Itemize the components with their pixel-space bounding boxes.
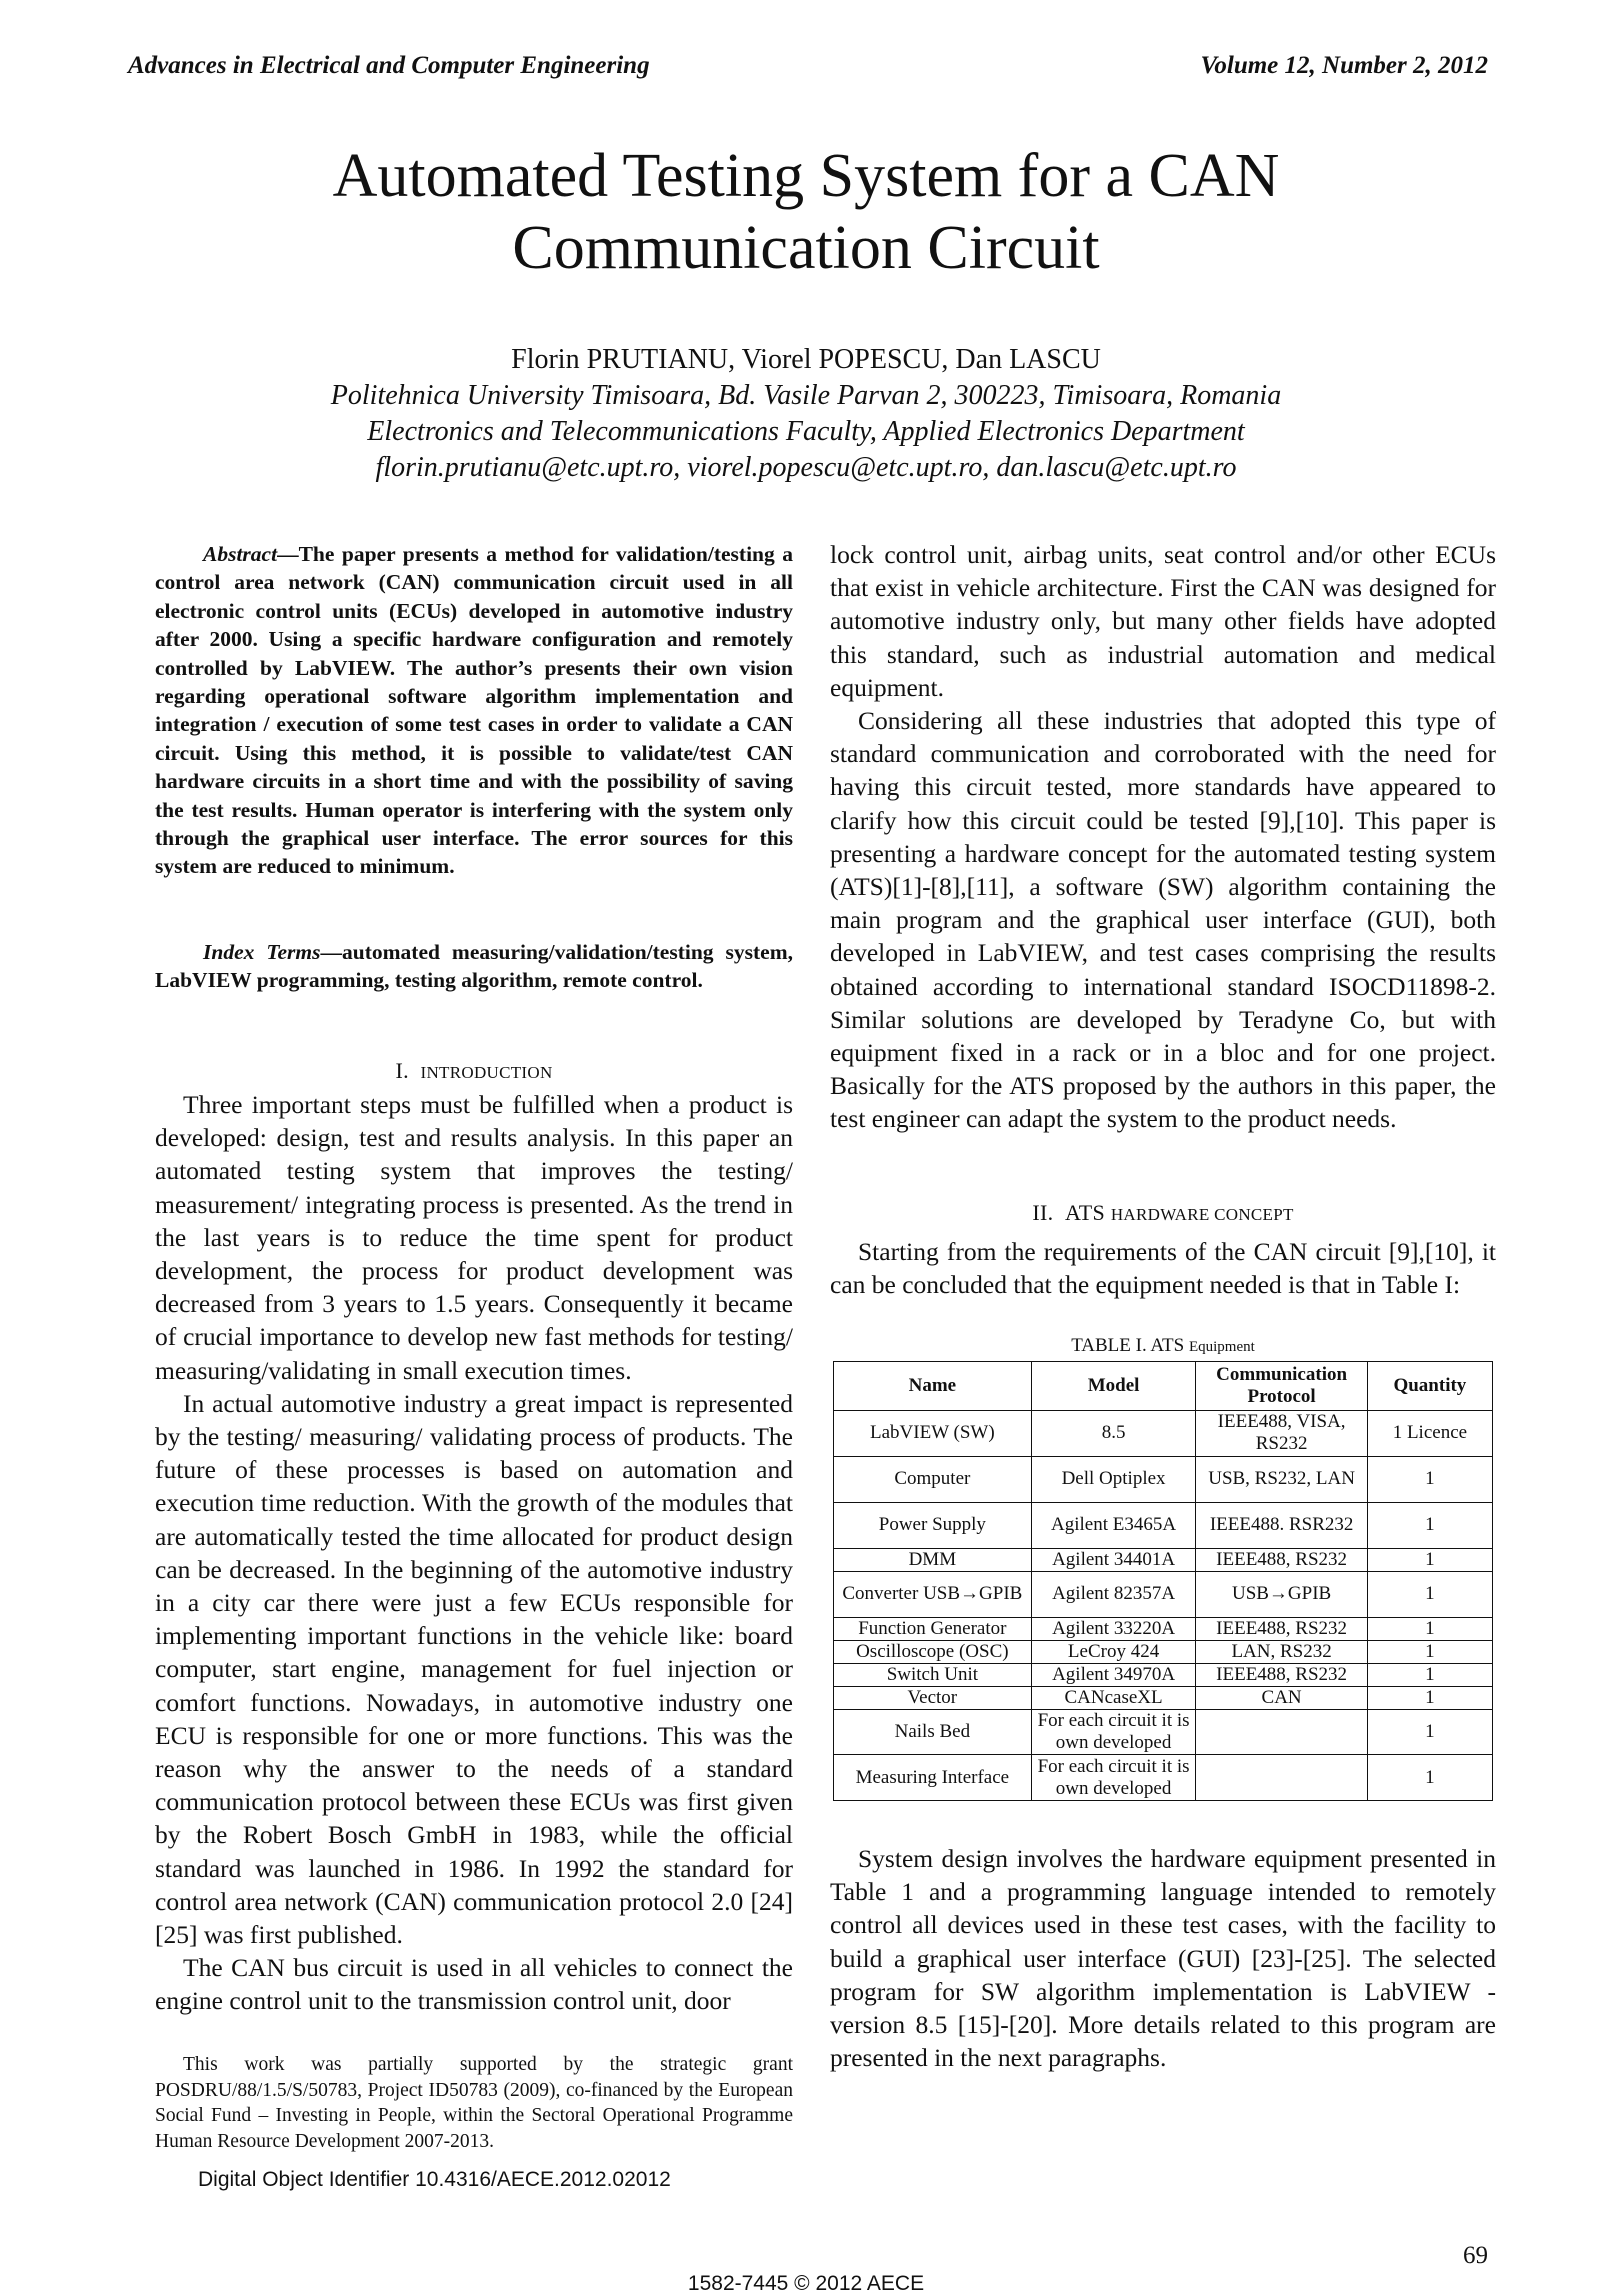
cell-name: Nails Bed: [834, 1709, 1032, 1755]
table-row: [834, 1663, 1493, 1686]
table-row: [834, 1709, 1493, 1755]
header-model: Model: [1031, 1362, 1196, 1411]
section-title: HARDWARE CONCEPT: [1110, 1205, 1294, 1224]
table-row: [834, 1571, 1493, 1617]
header-name: Name: [834, 1362, 1032, 1411]
cell-protocol: IEEE488, RS232: [1196, 1548, 1367, 1571]
author-list: Florin PRUTIANU, Viorel POPESCU, Dan LASCU: [511, 344, 1101, 375]
cell-quantity: 1: [1367, 1502, 1492, 1548]
cell-model: Agilent 34970A: [1031, 1663, 1196, 1686]
cell-model: 8.5: [1031, 1411, 1196, 1457]
cell-name: Power Supply: [834, 1502, 1032, 1548]
paragraph: System design involves the hardware equipment presented in Table 1 and a programming language intended to remotely control all devices used in these test cases, with the facility to build a graphical user interface (GUI) [23]-[25]. The selected program for SW algorithm implementation is LabVIEW - version 8.5 [15]-[20]. More details related to this program are presented in the next paragraphs.: [830, 1844, 1496, 2073]
cell-quantity: 1: [1367, 1456, 1492, 1502]
paragraph: lock control unit, airbag units, seat control and/or other ECUs that exist in vehicle architecture. First the CAN was designed for automotive industry only, but many other fields have adopted this standard, such as industrial automation and medical equipment.: [830, 540, 1496, 702]
equipment-table: [833, 1361, 1493, 1801]
funding-footnote: This work was partially supported by the strategic grant POSDRU/88/1.5/S/50783, Project ID50783 (2009), co-financed by the European Social Fund – Investing in People, within the Sectoral Operational Programme Human Resource Development 2007-2013.: [155, 2054, 793, 2152]
cell-protocol: [1196, 1709, 1367, 1755]
table-row: [834, 1411, 1493, 1457]
table-header-row: [834, 1362, 1493, 1411]
paragraph: Considering all these industries that adopted this type of standard communication and corroborated with the need for having this circuit tested, more standards have appeared to clarify how this circuit could be tested [9],[10]. This paper is presenting a hardware concept for the automated testing system (ATS)[1]-[8],[11], a software (SW) algorithm containing the main program and the graphical user interface (GUI), both developed in LabVIEW, and test cases comprising the results obtained according to international standard ISOCD11898-2. Similar solutions are developed by Teradyne Co, but with equipment fixed in a rack or in a bloc and for one project. Basically for the ATS proposed by the authors in this paper, the test engineer can adapt the system to the product needs.: [830, 706, 1496, 1134]
cell-protocol: LAN, RS232: [1196, 1640, 1367, 1663]
index-terms-text: —automated measuring/validation/testing system, LabVIEW programming, testing algorithm, remote control.: [155, 940, 793, 993]
index-terms: [155, 938, 793, 995]
doi: Digital Object Identifier 10.4316/AECE.2012.02012: [198, 2168, 671, 2191]
affiliation-department: Electronics and Telecommunications Faculty, Applied Electronics Department: [367, 416, 1245, 447]
cell-quantity: 1: [1367, 1663, 1492, 1686]
cell-model: Agilent E3465A: [1031, 1502, 1196, 1548]
section-heading-ats: [830, 1200, 1496, 1226]
cell-quantity: 1: [1367, 1548, 1492, 1571]
cell-model: CANcaseXL: [1031, 1686, 1196, 1709]
section-title-prefix: ATS: [1064, 1200, 1106, 1225]
header-quantity: Quantity: [1367, 1362, 1492, 1411]
cell-quantity: 1: [1367, 1709, 1492, 1755]
cell-model: Agilent 82357A: [1031, 1571, 1196, 1617]
cell-model: For each circuit it is own developed: [1031, 1709, 1196, 1755]
section-number: I.: [395, 1058, 409, 1083]
cell-protocol: IEEE488. RSR232: [1196, 1502, 1367, 1548]
cell-name: Switch Unit: [834, 1663, 1032, 1686]
ats-intro: [830, 1235, 1496, 1301]
table-row: [834, 1502, 1493, 1548]
cell-model: LeCroy 424: [1031, 1640, 1196, 1663]
author-emails: florin.prutianu@etc.upt.ro, viorel.popescu@etc.upt.ro, dan.lascu@etc.upt.ro: [375, 452, 1237, 483]
section-heading-introduction: [155, 1058, 793, 1084]
table-caption-title: Equipment: [1188, 1339, 1255, 1355]
cell-protocol: IEEE488, VISA, RS232: [1196, 1411, 1367, 1457]
cell-model: Dell Optiplex: [1031, 1456, 1196, 1502]
table-row: [834, 1548, 1493, 1571]
system-design-paragraph: [830, 1842, 1496, 2074]
cell-quantity: 1: [1367, 1617, 1492, 1640]
issn-copyright: 1582-7445 © 2012 AECE: [687, 2272, 925, 2295]
introduction-body: [155, 1088, 793, 2018]
table-caption: [830, 1335, 1496, 1357]
cell-name: Converter USB→GPIB: [834, 1571, 1032, 1617]
cell-name: DMM: [834, 1548, 1032, 1571]
cell-protocol: [1196, 1755, 1367, 1801]
cell-name: Oscilloscope (OSC): [834, 1640, 1032, 1663]
paragraph: Starting from the requirements of the CAN circuit [9],[10], it can be concluded that the equipment needed is that in Table I:: [830, 1237, 1496, 1300]
cell-name: Vector: [834, 1686, 1032, 1709]
table-row: [834, 1755, 1493, 1801]
cell-model: Agilent 33220A: [1031, 1617, 1196, 1640]
paragraph: In actual automotive industry a great impact is represented by the testing/ measuring/ validating process of products. The future of these processes is based on automation and execution time reduction. With the growth of the modules that are automatically tested the time allocated for product design can be decreased. In the beginning of the automotive industry in a city car there were just a few ECUs responsible for implementing important functions in the vehicle like: board computer, start engine, management for fuel injection or comfort functions. Nowadays, in automotive industry one ECU is responsible for one or more functions. This was the reason why the answer to the needs of a standard communication protocol between these ECUs was first given by the Robert Bosch GmbH in 1983, while the official standard was launched in 1986. In 1992 the standard for control area network (CAN) communication protocol 2.0 [24][25] was first published.: [155, 1388, 793, 1950]
cell-quantity: 1: [1367, 1571, 1492, 1617]
section-title: INTRODUCTION: [420, 1063, 553, 1082]
cell-protocol: USB, RS232, LAN: [1196, 1456, 1367, 1502]
cell-quantity: 1: [1367, 1686, 1492, 1709]
page-number: 69: [1463, 2242, 1488, 2269]
index-terms-lead: Index Terms: [203, 940, 321, 964]
intro-continued: [830, 538, 1496, 1136]
abstract-lead: Abstract: [203, 542, 278, 566]
cell-name: Function Generator: [834, 1617, 1032, 1640]
header-protocol: Communication Protocol: [1196, 1362, 1367, 1411]
cell-quantity: 1: [1367, 1640, 1492, 1663]
cell-name: LabVIEW (SW): [834, 1411, 1032, 1457]
cell-name: Measuring Interface: [834, 1755, 1032, 1801]
cell-protocol: USB→GPIB: [1196, 1571, 1367, 1617]
journal-name: Advances in Electrical and Computer Engineering: [128, 52, 650, 79]
cell-model: For each circuit it is own developed: [1031, 1755, 1196, 1801]
paper-title: [0, 140, 1612, 284]
cell-quantity: 1: [1367, 1755, 1492, 1801]
volume-info: Volume 12, Number 2, 2012: [1200, 52, 1488, 79]
table-caption-prefix: TABLE I. ATS: [1071, 1335, 1185, 1356]
abstract: [155, 540, 793, 881]
abstract-text: —The paper presents a method for validation/testing a control area network (CAN) communication circuit used in all electronic control units (ECUs) developed in automotive industry after 2000. Using a specific hardware configuration and remotely controlled by LabVIEW. The author’s presents their own vision regarding operational software algorithm implementation and integration / execution of some test cases in order to validate a CAN circuit. Using this method, it is possible to validate/test CAN hardware circuits in a short time and with the possibility of saving the test results. Human operator is interfering with the system only through the graphical user interface. The error sources for this system are reduced to minimum.: [155, 542, 793, 879]
cell-protocol: IEEE488, RS232: [1196, 1663, 1367, 1686]
title-line-1: Automated Testing System for a CAN: [332, 142, 1280, 210]
table-row: [834, 1640, 1493, 1663]
paragraph: The CAN bus circuit is used in all vehicles to connect the engine control unit to the transmission control unit, door: [155, 1953, 793, 2016]
table-row: [834, 1456, 1493, 1502]
table-row: [834, 1617, 1493, 1640]
cell-model: Agilent 34401A: [1031, 1548, 1196, 1571]
cell-quantity: 1 Licence: [1367, 1411, 1492, 1457]
table-row: [834, 1686, 1493, 1709]
section-number: II.: [1032, 1200, 1054, 1225]
paragraph: Three important steps must be fulfilled when a product is developed: design, test and results analysis. In this paper an automated testing system that improves the testing/ measurement/ integrating process is presented. As the trend in the last years is to reduce the time spent for product development, the process for product development was decreased from 3 years to 1.5 years. Consequently it became of crucial importance to develop new fast methods for testing/ measuring/validating in small execution times.: [155, 1090, 793, 1385]
affiliation-university: Politehnica University Timisoara, Bd. Vasile Parvan 2, 300223, Timisoara, Romania: [330, 380, 1282, 411]
title-line-2: Communication Circuit: [512, 214, 1100, 282]
cell-protocol: CAN: [1196, 1686, 1367, 1709]
cell-protocol: IEEE488, RS232: [1196, 1617, 1367, 1640]
cell-name: Computer: [834, 1456, 1032, 1502]
